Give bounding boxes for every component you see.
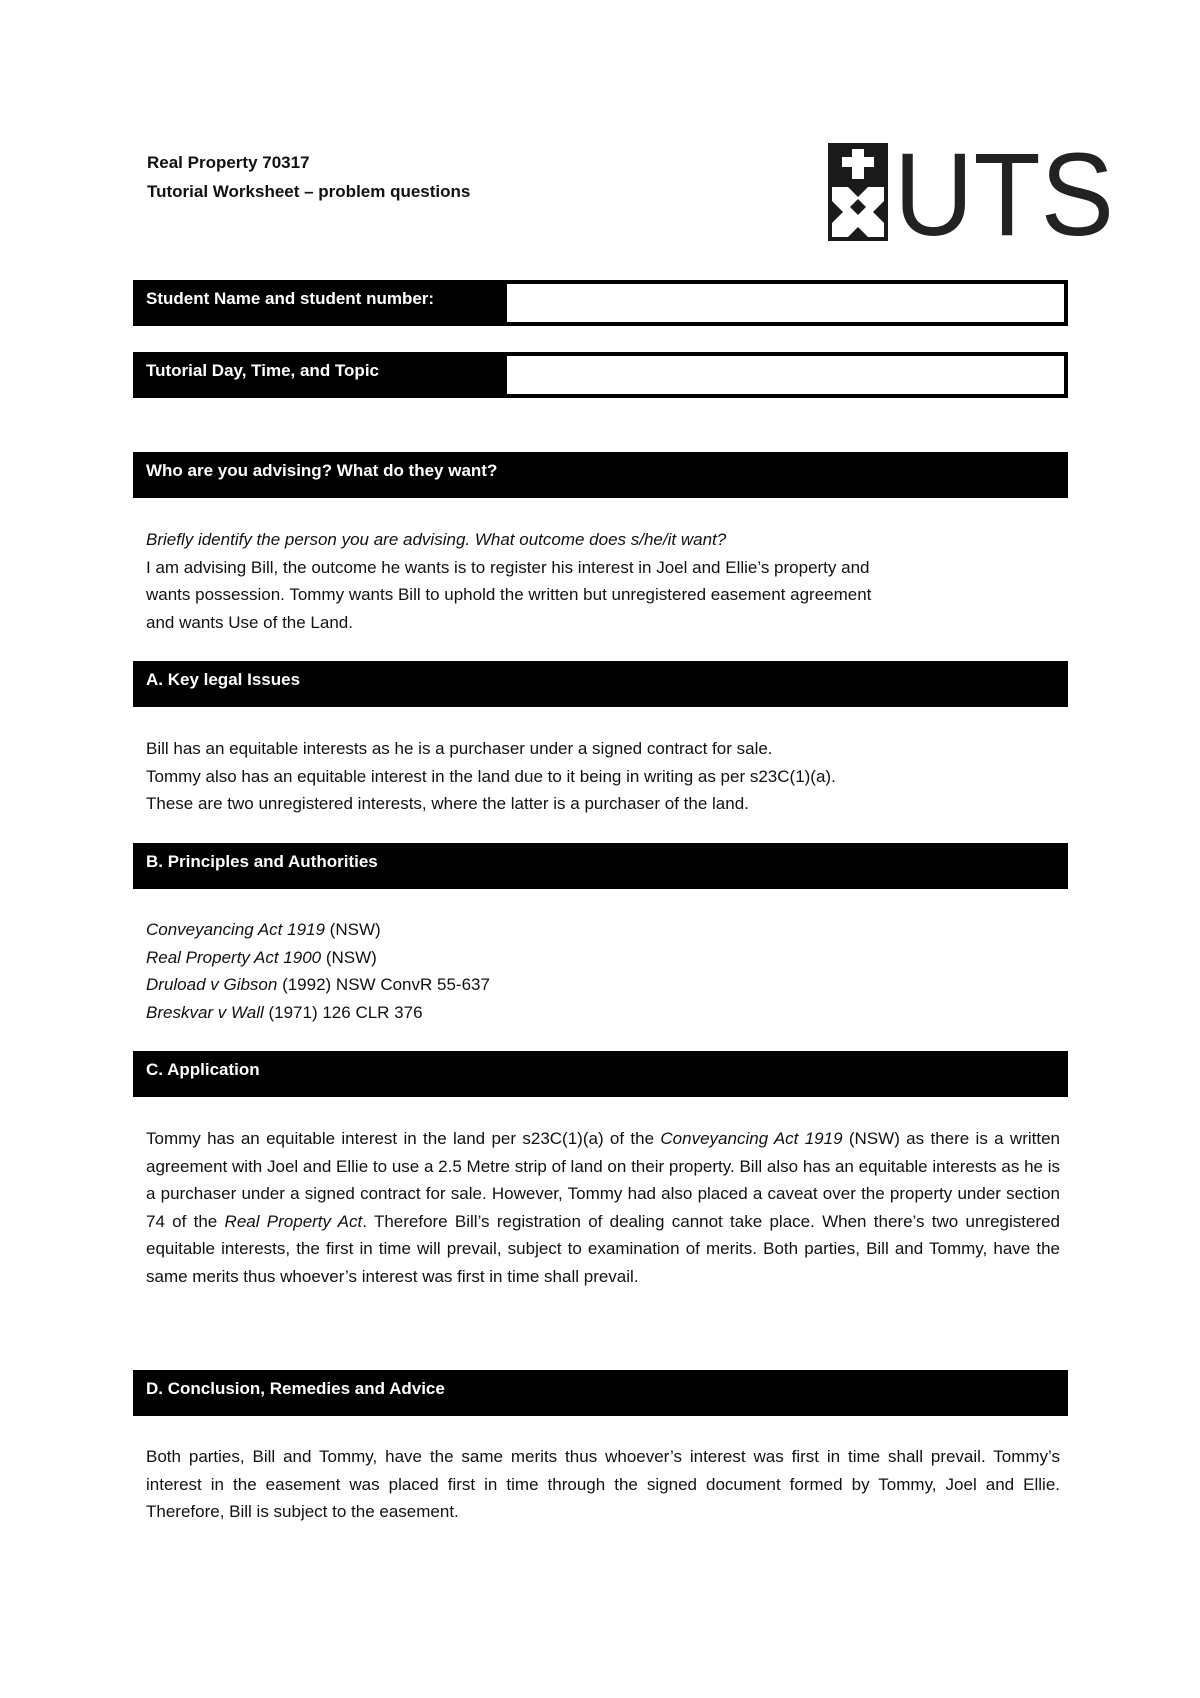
conclusion-heading-bar <box>133 1370 1068 1416</box>
conclusion-heading: D. Conclusion, Remedies and Advice <box>146 1379 445 1398</box>
authority-item: Druload v Gibson (1992) NSW ConvR 55-637 <box>146 975 490 994</box>
document-header <box>147 148 470 206</box>
authority-item: Real Property Act 1900 (NSW) <box>146 947 377 967</box>
key-issues-text <box>146 735 1060 818</box>
student-name-label: Student Name and student number: <box>146 289 435 308</box>
worksheet-subtitle: Tutorial Worksheet – problem questions <box>147 182 471 201</box>
uts-crest-icon <box>828 143 888 241</box>
advising-line: wants possession. Tommy wants Bill to uphold the written but unregistered easement agreement <box>146 585 872 604</box>
key-issue-line: Tommy also has an equitable interest in the land due to it being in writing as per s23C(1)(a). <box>146 766 836 786</box>
advising-section-text <box>146 526 1060 636</box>
tutorial-info-label: Tutorial Day, Time, and Topic <box>146 361 379 380</box>
authority-item: Breskvar v Wall (1971) 126 CLR 376 <box>146 1002 423 1022</box>
course-title: Real Property 70317 <box>147 153 310 172</box>
principles-heading-bar <box>133 843 1068 889</box>
uts-logo-text: UTS <box>894 143 1114 241</box>
uts-logo <box>828 143 1118 241</box>
advising-line: and wants Use of the Land. <box>146 612 353 632</box>
student-name-row <box>133 280 1068 326</box>
application-heading: C. Application <box>146 1060 260 1079</box>
advising-heading-bar <box>133 452 1068 498</box>
application-paragraph: Tommy has an equitable interest in the land per s23C(1)(a) of the Conveyancing Act 1919 (NSW) as there is a written agreement with Joel and Ellie to use a 2.5 Metre strip of land on their property. Bill also has an equitable interests as he is a purchaser under a signed contract for sale. However, Tommy had also placed a caveat over the property under section 74 of the Real Property Act. Therefore Bill’s registration of dealing cannot take place. When there’s two unregistered equitable interests, the first in time will prevail, subject to examination of merits. Both parties, Bill and Tommy, have the same merits thus whoever’s interest was first in time shall prevail. <box>146 1129 1061 1286</box>
key-issues-heading-bar <box>133 661 1068 707</box>
application-heading-bar <box>133 1051 1068 1097</box>
advising-prompt: Briefly identify the person you are advising. What outcome does s/he/it want? <box>146 530 727 549</box>
advising-heading: Who are you advising? What do they want? <box>146 461 498 480</box>
key-issues-heading: A. Key legal Issues <box>146 670 301 689</box>
key-issue-line: These are two unregistered interests, where the latter is a purchaser of the land. <box>146 794 749 813</box>
conclusion-paragraph: Both parties, Bill and Tommy, have the same merits thus whoever’s interest was first in time shall prevail. Tommy’s interest in the easement was placed first in time through the signed document formed by Tommy, Joel and Ellie. Therefore, Bill is subject to the easement. <box>146 1447 1060 1521</box>
authorities-list <box>146 916 1060 1026</box>
tutorial-info-row <box>133 352 1068 398</box>
key-issue-line: Bill has an equitable interests as he is a purchaser under a signed contract for sale. <box>146 739 773 758</box>
student-name-field[interactable] <box>506 283 1065 323</box>
tutorial-info-field[interactable] <box>506 355 1065 395</box>
advising-line: I am advising Bill, the outcome he wants is to register his interest in Joel and Ellie’s property and <box>146 557 870 577</box>
authority-item: Conveyancing Act 1919 (NSW) <box>146 920 381 939</box>
principles-heading: B. Principles and Authorities <box>146 852 378 871</box>
